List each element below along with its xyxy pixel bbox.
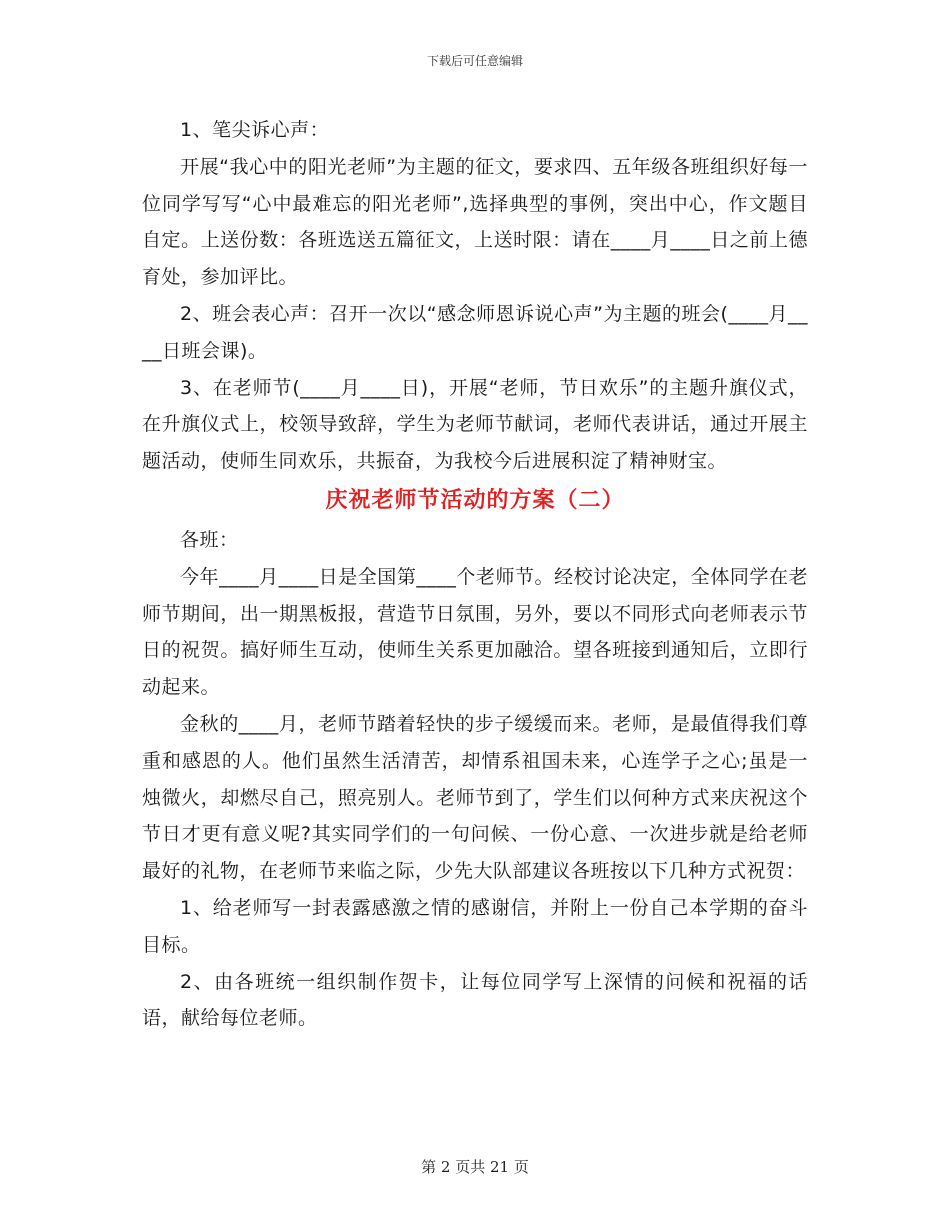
section-title: 庆祝老师节活动的方案（二） <box>325 487 625 513</box>
paragraph: 2、班会表心声：召开一次以“感念师恩诉说心声”为主题的班会(____月____日班会课)。 <box>142 302 808 362</box>
paragraph-salutation: 各班： <box>180 528 239 551</box>
paragraph: 2、由各班统一组织制作贺卡，让每位同学写上深情的问候和祝福的话语，献给每位老师。 <box>142 970 808 1030</box>
page-header: 下载后可任意编辑 <box>426 54 523 68</box>
paragraph: 今年____月____日是全国第____个老师节。经校讨论决定，全体同学在老师节期间，出一期黑板报，营造节日氛围，另外，要以不同形式向老师表示节日的祝贺。搞好师生互动，使师生关系更加融洽。望各班接到通知后，立即行动起来。 <box>142 565 808 699</box>
paragraph: 3、在老师节(____月____日)，开展“老师，节日欢乐”的主题升旗仪式，在升旗仪式上，校领导致辞，学生为老师节献词，老师代表讲话，通过开展主题活动，使师生同欢乐，共振奋，为我校今后进展积淀了精神财宝。 <box>142 376 808 473</box>
document-body <box>142 112 808 1037</box>
paragraph: 1、给老师写一封表露感激之情的感谢信，并附上一份自己本学期的奋斗目标。 <box>142 896 808 956</box>
paragraph-heading-1: 1、笔尖诉心声： <box>180 119 330 141</box>
page-number: 第 2 页共 21 页 <box>421 1158 529 1176</box>
paragraph: 开展“我心中的阳光老师”为主题的征文，要求四、五年级各班组织好每一位同学写写“心中最难忘的阳光老师”,选择典型的事例，突出中心，作文题目自定。上送份数：各班选送五篇征文，上送时限：请在____月____日之前上德育处，参加评比。 <box>142 155 808 289</box>
paragraph: 金秋的____月，老师节踏着轻快的步子缓缓而来。老师，是最值得我们尊重和感恩的人。他们虽然生活清苦，却情系祖国未来，心连学子之心;虽是一烛微火，却燃尽自己，照亮别人。老师节到了，学生们以何种方式来庆祝这个节日才更有意义呢?其实同学们的一句问候、一份心意、一次进步就是给老师最好的礼物，在老师节来临之际，少先大队部建议各班按以下几种方式祝贺： <box>142 712 808 883</box>
